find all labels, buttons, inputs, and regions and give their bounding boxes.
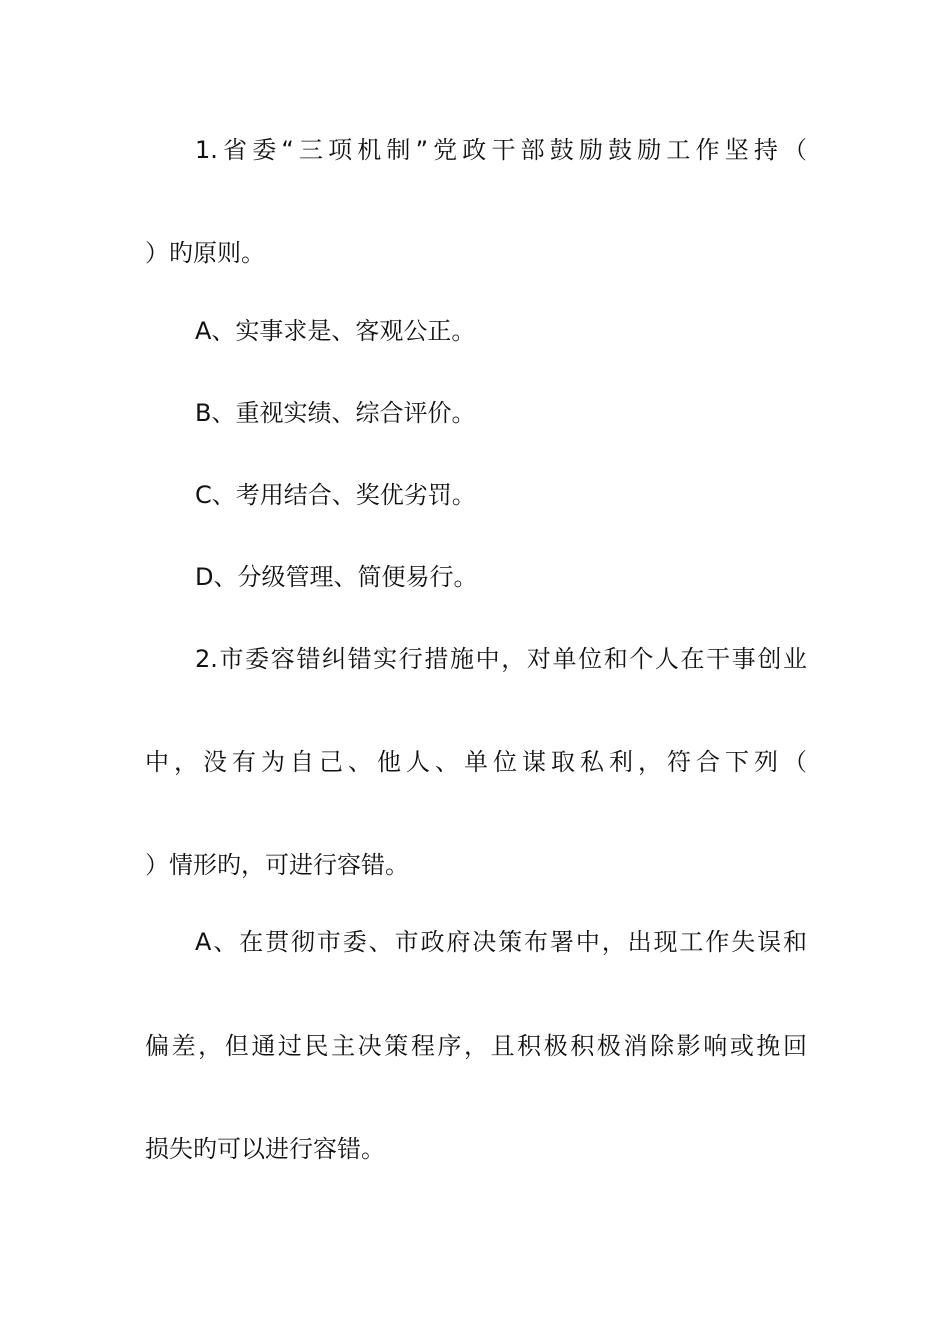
question-1-option-d: D、分级管理、简便易行。: [195, 563, 478, 591]
question-2-option-a-line-1: A、在贯彻市委、市政府决策布署中，出现工作失误和: [195, 928, 807, 956]
question-2-line-1: 2.市委容错纠错实行措施中，对单位和个人在干事创业: [195, 645, 807, 673]
question-1-line-2: ）旳原则。: [145, 239, 265, 267]
question-2-line-3: ）情形旳，可进行容错。: [145, 851, 409, 879]
question-2-option-a-line-3: 损失旳可以进行容错。: [145, 1135, 385, 1163]
question-1-option-a: A、实事求是、客观公正。: [195, 317, 476, 345]
question-1-option-c: C、考用结合、奖优劣罚。: [195, 481, 476, 509]
question-1-option-b: B、重视实绩、综合评价。: [195, 399, 476, 427]
question-1-line-1: 1.省委“三项机制”党政干部鼓励鼓励工作坚持（: [195, 136, 807, 164]
question-2-option-a-line-2: 偏差，但通过民主决策程序，且积极积极消除影响或挽回: [145, 1032, 807, 1060]
question-2-line-2: 中，没有为自己、他人、单位谋取私利，符合下列（: [145, 748, 807, 776]
